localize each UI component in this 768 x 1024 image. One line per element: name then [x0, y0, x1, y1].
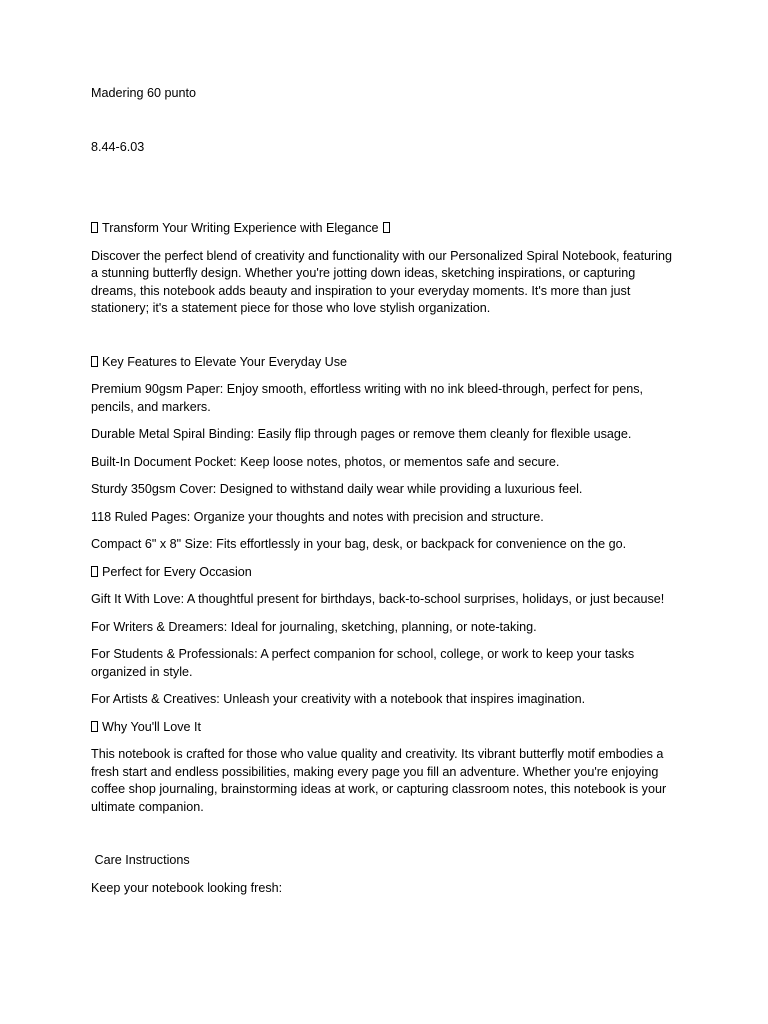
- feature-item: Compact 6" x 8" Size: Fits effortlessly in your bag, desk, or backpack for convenience on the go.: [91, 537, 627, 551]
- sparkle-icon: [383, 222, 390, 233]
- sparkle-icon: [91, 222, 98, 233]
- intro-heading-text: Transform Your Writing Experience with Elegance: [102, 221, 379, 235]
- occasion-item: For Artists & Creatives: Unleash your creativity with a notebook that inspires imagination.: [91, 692, 586, 706]
- features-heading: [91, 354, 676, 372]
- feature-item: 118 Ruled Pages: Organize your thoughts and notes with precision and structure.: [91, 509, 544, 524]
- care-paragraph: Keep your notebook looking fresh:: [91, 880, 283, 895]
- occasions-heading: [91, 564, 676, 582]
- occasion-item: Gift It With Love: A thoughtful present for birthdays, back-to-school surprises, holidays, or just because!: [91, 592, 665, 606]
- why-heading: [91, 719, 676, 737]
- occasions-heading-text: Perfect for Every Occasion: [102, 564, 252, 579]
- feature-item: Premium 90gsm Paper: Enjoy smooth, effortless writing with no ink bleed-through, perfect for pens, pencils, and markers.: [91, 382, 644, 414]
- intro-heading: [91, 220, 676, 238]
- features-heading-text: Key Features to Elevate Your Everyday Use: [102, 354, 348, 369]
- feature-item: Built-In Document Pocket: Keep loose notes, photos, or mementos safe and secure.: [91, 454, 560, 469]
- why-paragraph: This notebook is crafted for those who value quality and creativity. Its vibrant butterfly motif embodies a fresh start and endless possibilities, making every page you fill an adventure. Whether you're enjoying coffee shop journaling, brainstorming ideas at work, or capturing classroom notes, this notebook is your ultimate companion.: [91, 747, 667, 814]
- star-icon: [91, 356, 98, 367]
- gift-icon: [91, 566, 98, 577]
- intro-paragraph: Discover the perfect blend of creativity and functionality with our Personalized Spiral Notebook, featuring a stunning butterfly design. Whether you're jotting down ideas, sketching inspirations, or capturing dreams, this notebook adds beauty and inspiration to your everyday moments. It's more than just stationery; it's a statement piece for those who love stylish organization.: [91, 248, 673, 315]
- feature-item: Sturdy 350gsm Cover: Designed to withstand daily wear while providing a luxurious feel.: [91, 482, 583, 496]
- document-title: Madering 60 punto: [91, 86, 197, 100]
- care-heading: Care Instructions: [91, 853, 190, 867]
- dimensions-text: 8.44-6.03: [91, 139, 145, 154]
- heart-icon: [91, 721, 98, 732]
- occasion-item: For Writers & Dreamers: Ideal for journaling, sketching, planning, or note-taking.: [91, 619, 537, 634]
- feature-item: Durable Metal Spiral Binding: Easily flip through pages or remove them cleanly for flexible usage.: [91, 427, 632, 441]
- document-page: [91, 85, 676, 907]
- occasion-item: For Students & Professionals: A perfect companion for school, college, or work to keep your tasks organized in style.: [91, 647, 635, 679]
- why-heading-text: Why You'll Love It: [102, 719, 202, 734]
